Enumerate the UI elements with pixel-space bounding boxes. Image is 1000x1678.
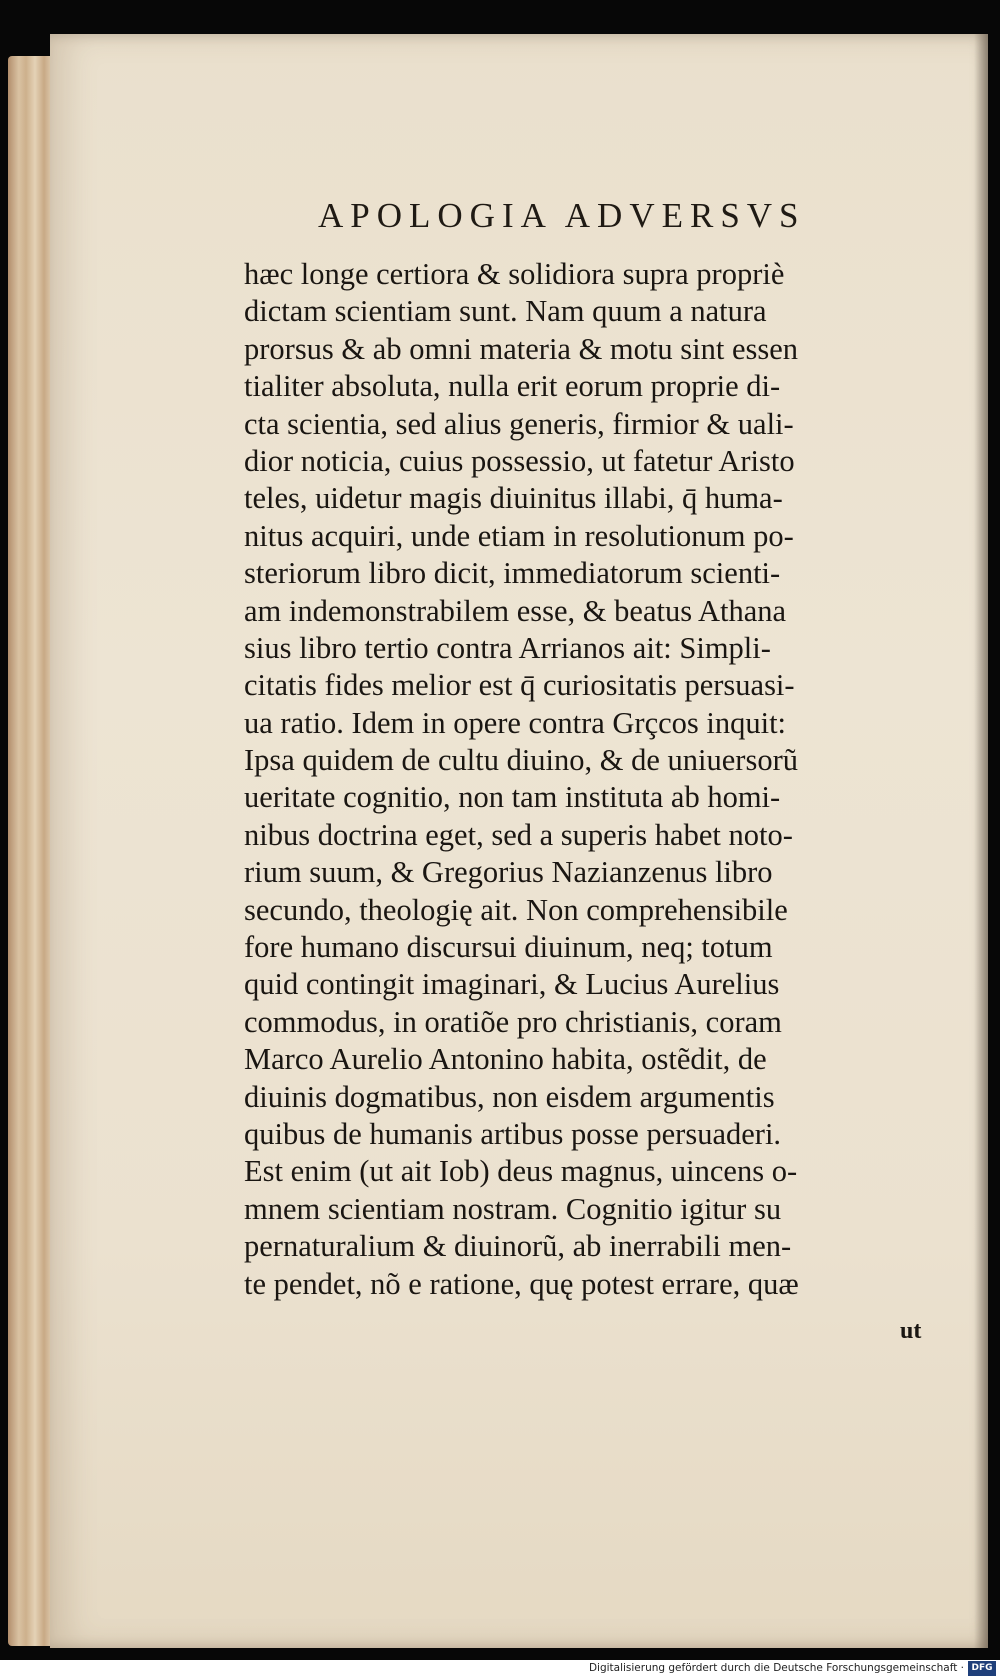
text-line: diuinis dogmatibus, non eisdem argumentis [244, 1079, 775, 1114]
text-line: steriorum libro dicit, immediatorum scienti- [244, 556, 781, 591]
text-line: Marco Aurelio Antonino habita, ostẽdit, de [244, 1042, 767, 1077]
text-line: quibus de humanis artibus posse persuaderi. [244, 1116, 782, 1151]
text-line: Ipsa quidem de cultu diuino, & de uniuersorũ [244, 743, 798, 778]
text-line: am indemonstrabilem esse, & beatus Athana [244, 593, 787, 628]
running-head: APOLOGIA ADVERSVS [318, 196, 806, 235]
text-line: hæc longe certiora & solidiora supra propriè [244, 257, 785, 291]
dfg-logo-icon: DFG [968, 1661, 996, 1676]
text-line: fore humano discursui diuinum, neq; totum [244, 930, 773, 965]
text-line: rium suum, & Gregorius Nazianzenus libro [244, 855, 773, 890]
text-line: citatis fides melior est q̄ curiositatis persuasi- [244, 668, 795, 703]
text-line: commodus, in oratiõe pro christianis, coram [244, 1004, 782, 1039]
text-line: prorsus & ab omni materia & motu sint essen [244, 331, 799, 366]
digitization-credit: Digitalisierung gefördert durch die Deutsche Forschungsgemeinschaft · [588, 1662, 964, 1674]
binding-gutter [974, 34, 988, 1648]
text-line: ueritate cognitio, non tam instituta ab homi- [244, 780, 781, 815]
text-line: quid contingit imaginari, & Lucius Aurelius [244, 967, 780, 1002]
text-line: Est enim (ut ait Iob) deus magnus, uincens o- [244, 1154, 798, 1189]
text-line: te pendet, nõ e ratione, quę potest errare, quæ [244, 1266, 799, 1301]
text-line: tialiter absoluta, nulla erit eorum proprie di- [244, 369, 781, 404]
text-line: pernaturalium & diuinorũ, ab inerrabili men- [244, 1229, 792, 1264]
text-line: nitus acquiri, unde etiam in resolutionum po- [244, 518, 794, 553]
text-line: nibus doctrina eget, sed a superis habet noto- [244, 817, 793, 852]
catchword: ut [900, 1318, 922, 1344]
text-line: teles, uidetur magis diuinitus illabi, q̄ huma- [244, 481, 783, 516]
text-line: cta scientia, sed alius generis, firmior & uali- [244, 406, 794, 441]
text-line: mnem scientiam nostram. Cognitio igitur su [244, 1191, 782, 1226]
text-line: dior noticia, cuius possessio, ut fatetur Aristo [244, 443, 795, 478]
text-line: secundo, theologię ait. Non comprehensibile [244, 892, 788, 927]
text-line: ua ratio. Idem in opere contra Grçcos inquit: [244, 705, 787, 740]
text-line: dictam scientiam sunt. Nam quum a natura [244, 294, 767, 329]
text-block [244, 256, 934, 1303]
text-line: sius libro tertio contra Arrianos ait: Simpli- [244, 630, 771, 665]
